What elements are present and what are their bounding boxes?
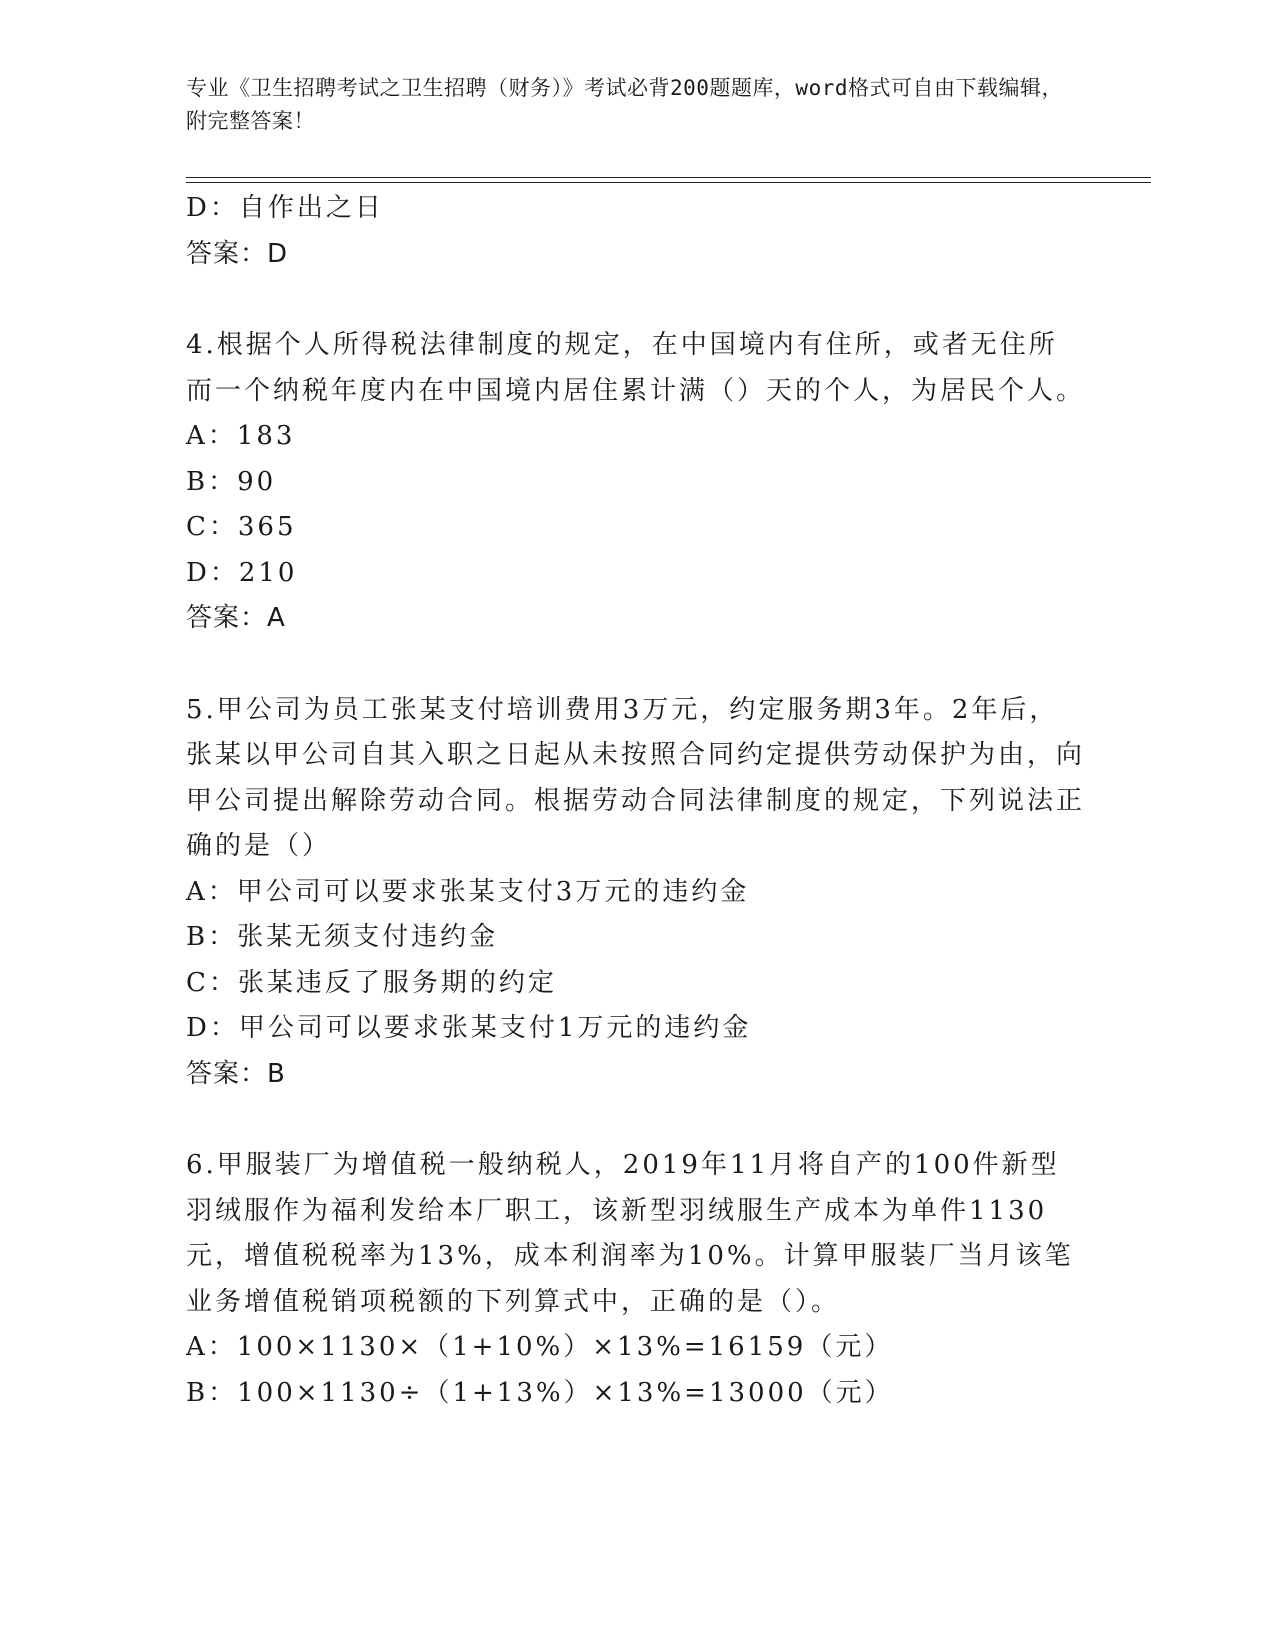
question-5-option-d: D：甲公司可以要求张某支付1万元的违约金 (186, 1013, 752, 1043)
question-4-option-c: C：365 (186, 512, 297, 542)
question-6-option-a: A：100×1130×（1+10%）×13%=16159（元） (186, 1332, 894, 1362)
question-4-option-d: D：210 (186, 557, 298, 588)
question-5-option-c: C：张某违反了服务期的约定 (186, 967, 557, 998)
question-5-option-b: B：张某无须支付违约金 (186, 922, 499, 952)
question-6-option-b: B：100×1130÷（1+13%）×13%=13000（元） (186, 1377, 894, 1408)
header-divider-top (186, 177, 1151, 178)
question-5 (186, 688, 1086, 1098)
prev-answer: 答案：D (186, 238, 289, 269)
question-4-text: 4.根据个人所得税法律制度的规定，在中国境内有住所，或者无住所而一个纳税年度内在中国境内居住累计满（）天的个人，为居民个人。 (186, 330, 1086, 406)
question-6-text: 6.甲服装厂为增值税一般纳税人，2019年11月将自产的100件新型羽绒服作为福利发给本厂职工，该新型羽绒服生产成本为单件1130元，增值税税率为13%，成本利润率为10%。计算甲服装厂当月该笔业务增值税销项税额的下列算式中，正确的是（）。 (186, 1150, 1074, 1317)
question-5-answer: 答案：B (186, 1058, 286, 1089)
question-list (186, 186, 1086, 1416)
prev-option-d: D：自作出之日 (186, 193, 384, 223)
question-6 (186, 1143, 1086, 1416)
question-4-answer: 答案：A (186, 603, 286, 633)
header-divider-bottom (186, 182, 1151, 183)
question-4-option-b: B：90 (186, 466, 277, 497)
question-4 (186, 323, 1086, 642)
document-header: 专业《卫生招聘考试之卫生招聘（财务）》考试必背200题题库，word格式可自由下载编辑，附完整答案！ (186, 76, 1063, 133)
question-5-option-a: A：甲公司可以要求张某支付3万元的违约金 (186, 876, 750, 907)
question-5-text: 5.甲公司为员工张某支付培训费用3万元，约定服务期3年。2年后，张某以甲公司自其入职之日起从未按照合同约定提供劳动保护为由，向甲公司提出解除劳动合同。根据劳动合同法律制度的规定，下列说法正确的是（） (186, 694, 1086, 861)
question-4-option-a: A：183 (186, 421, 296, 451)
